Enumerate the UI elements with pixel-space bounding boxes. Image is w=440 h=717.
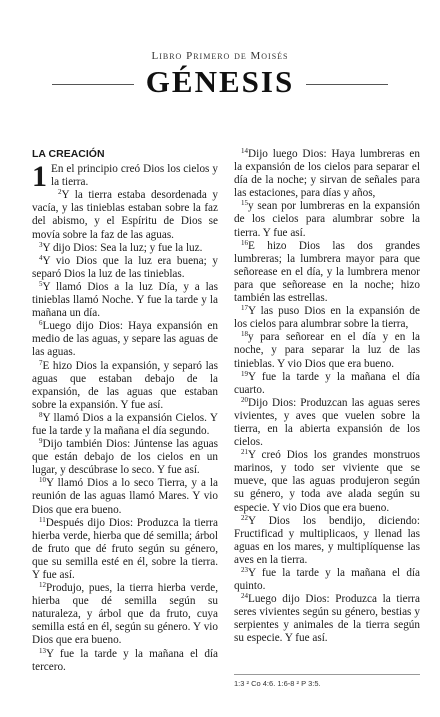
book-title-row <box>0 64 440 104</box>
verse <box>32 255 218 281</box>
verse <box>234 305 420 331</box>
book-subtitle: Libro Primero de Moisés <box>151 50 289 62</box>
verse-number: 17 <box>241 304 248 313</box>
verse-number: 6 <box>39 319 43 328</box>
verse-text: Y fue la tarde y la mañana el día tercero. <box>32 647 218 673</box>
verse-number: 10 <box>39 476 46 485</box>
verse-number: 22 <box>241 513 248 522</box>
verse <box>32 648 218 674</box>
left-column <box>32 148 218 674</box>
right-verses <box>234 148 420 646</box>
verse-text: Y llamó Dios a la luz Día, y a las tinieblas llamó Noche. Y fue la tarde y la mañana un día. <box>32 280 218 320</box>
verse-number: 21 <box>241 448 248 457</box>
verse <box>32 242 218 255</box>
verse-text: Y fue la tarde y la mañana el día cuarto. <box>234 370 420 396</box>
verse-number: 5 <box>39 279 43 288</box>
verse-text: Produjo, pues, la tierra hierba verde, hierba que dé semilla según su naturaleza, y árbol que da fruto, cuya semilla está en él, según su género. Y vio Dios que era bueno. <box>32 582 218 647</box>
verse <box>32 412 218 438</box>
verse-text: Y creó Dios los grandes monstruos marinos, y todo ser viviente que se mueve, que las aguas produjeron según su género, y toda ave alada según su especie. Y vio Dios que era bueno. <box>234 449 420 514</box>
verse-number: 19 <box>241 369 248 378</box>
verse <box>234 331 420 370</box>
verse <box>234 593 420 645</box>
verse-text: Y llamó Dios a lo seco Tierra, y a la reunión de las aguas llamó Mares. Y vio Dios que era bueno. <box>32 477 218 516</box>
verse-number: 18 <box>241 330 248 339</box>
verse <box>32 438 218 477</box>
verse-number: 8 <box>39 410 43 419</box>
verse-text: Y fue la tarde y la mañana el día quinto. <box>234 567 420 593</box>
left-verses <box>32 160 218 674</box>
verse-number: 7 <box>39 358 43 367</box>
verse-number: 16 <box>241 238 248 247</box>
verse-text: y sean por lumbreras en la expansión de los cielos para alumbrar sobre la tierra. Y fue así. <box>234 200 420 239</box>
verse-text: Luego dijo Dios: Produzca la tierra seres vivientes según su género, bestias y serpientes y animales de la tierra según su especie. Y fue así. <box>234 593 420 645</box>
verse-text: E hizo Dios la expansión, y separó las aguas que estaban debajo de la expansión, de las aguas que estaban sobre la expansión. Y fue así. <box>32 359 218 411</box>
verse <box>234 567 420 593</box>
verse <box>32 582 218 647</box>
verse <box>234 371 420 397</box>
verse <box>234 148 420 200</box>
chapter-number: 1 <box>32 160 47 194</box>
verse-number: 4 <box>39 253 43 262</box>
verse <box>32 320 218 359</box>
verse-number: 20 <box>241 395 248 404</box>
verse-text: En el principio creó Dios los cielos y la tierra. <box>51 163 218 189</box>
verse-text: Y las puso Dios en la expansión de los cielos para alumbrar sobre la tierra, <box>234 305 420 331</box>
verse-number: 15 <box>241 199 248 208</box>
verse-number: 24 <box>241 592 248 601</box>
verse <box>32 360 218 412</box>
verse-text: y para señorear en el día y en la noche, y para separar la luz de las tinieblas. Y vio Dios que era bueno. <box>234 331 420 370</box>
right-column <box>234 148 420 646</box>
verse-text: Luego dijo Dios: Haya expansión en medio de las aguas, y separe las aguas de las aguas. <box>32 320 218 359</box>
book-header <box>0 50 440 104</box>
verse <box>32 477 218 516</box>
verse-text: Dijo Dios: Produzcan las aguas seres vivientes, y aves que vuelen sobre la tierra, en la abierta expansión de los cielos. <box>234 396 420 449</box>
verse-text: Dijo luego Dios: Haya lumbreras en la expansión de los cielos para separar el día de la noche; y sirvan de señales para las estaciones, para días y años, <box>234 148 420 200</box>
verse-text: Y dijo Dios: Sea la luz; y fue la luz. <box>42 241 203 254</box>
verse-text: Y Dios los bendijo, diciendo: Fructificad y multiplicaos, y llenad las aguas en los mares, y multiplíquense las aves en la tierra. <box>234 514 420 566</box>
verse-text: Y la tierra estaba desordenada y vacía, y las tinieblas estaban sobre la faz del abismo, y el Espíritu de Dios se movía sobre la faz de las aguas. <box>32 189 218 241</box>
verse-number: 14 <box>241 147 248 155</box>
verse-number: 12 <box>39 581 46 590</box>
verse <box>32 517 218 582</box>
verse <box>32 281 218 320</box>
verse <box>234 397 420 449</box>
footnote-divider <box>234 674 420 675</box>
verse-text: E hizo Dios las dos grandes lumbreras; la lumbrera mayor para que señorease en el día, y la lumbrera menor para que señorease en la noche; hizo también las estrellas. <box>234 239 420 305</box>
verse-text: Y llamó Dios a la expansión Cielos. Y fue la tarde y la mañana el día segundo. <box>32 411 218 437</box>
verse-number: 11 <box>39 515 46 524</box>
verse <box>234 515 420 567</box>
verse-text: Dijo también Dios: Júntense las aguas que están debajo de los cielos en un lugar, y descúbrase lo seco. Y fue así. <box>32 438 218 477</box>
verse <box>234 240 420 305</box>
section-heading: LA CREACIÓN <box>32 148 105 160</box>
verse <box>32 160 218 194</box>
verse-text: Y vio Dios que la luz era buena; y separó Dios la luz de las tinieblas. <box>32 254 218 280</box>
verse-number: 2 <box>58 188 62 197</box>
verse-number: 13 <box>39 646 46 655</box>
verse-number: 23 <box>241 566 248 574</box>
verse-number: 9 <box>39 437 43 446</box>
verse <box>234 449 420 514</box>
verse-text: Después dijo Dios: Produzca la tierra hierba verde, hierba que dé semilla; árbol de fruto que dé fruto según su género, que su semilla esté en él, sobre la tierra. Y fue así. <box>32 516 218 581</box>
verse <box>234 200 420 239</box>
verse <box>32 189 218 241</box>
cross-reference-footnote: 1:3 ² Co 4:6. 1:6-8 ² P 3:5. <box>234 679 321 688</box>
verse-number: 3 <box>39 240 43 249</box>
book-title: GÉNESIS <box>134 64 306 100</box>
